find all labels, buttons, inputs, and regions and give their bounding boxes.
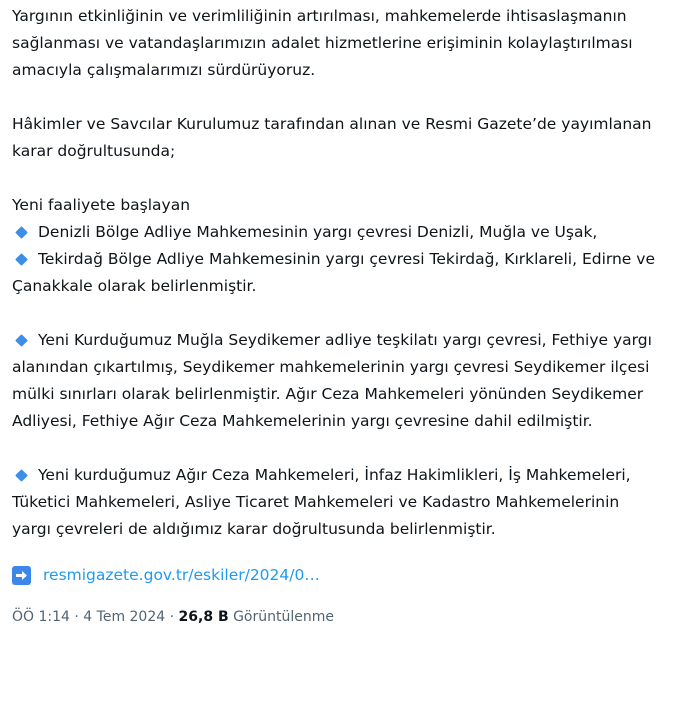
tweet-paragraph-1: Yargının etkinliğinin ve verimliliğinin artırılması, mahkemelerde ihtisaslaşmanın sağlanması ve vatandaşlarımızın adalet hizmetlerine erişiminin kolaylaştırılması amacıyla çalışmalarımızı sürdürüyoruz. xyxy=(12,7,633,79)
paragraph-gap xyxy=(12,300,662,327)
meta-separator: · xyxy=(165,609,179,625)
bullet-text-3: Yeni Kurduğumuz Muğla Seydikemer adliye teşkilatı yargı çevresi, Fethiye yargı alanından çıkartılmış, Seydikemer mahkemelerinin yargı çevresi Seydikemer ilçesi mülki sınırları olarak belirlenmiştir. Ağır Ceza Mahkemeleri yönünden Seydikemer Adliyesi, Fethiye Ağır Ceza Mahkemelerinin yargı çevresine dahil edilmiştir. xyxy=(12,331,652,430)
resmi-gazete-link[interactable]: resmigazete.gov.tr/eskiler/2024/0… xyxy=(43,566,320,584)
bullet-item-2 xyxy=(12,246,662,300)
bullet-text-4: Yeni kurduğumuz Ağır Ceza Mahkemeleri, İnfaz Hakimlikleri, İş Mahkemeleri, Tüketici Mahkemeleri, Asliye Ticaret Mahkemeleri ve Kadastro Mahkemelerinin yargı çevreleri de aldığımız karar doğrultusunda belirlenmiştir. xyxy=(12,466,631,538)
tweet-intro: Yeni faaliyete başlayan xyxy=(12,196,191,214)
paragraph-gap xyxy=(12,84,662,111)
views-label: Görüntülenme xyxy=(233,609,334,625)
blue-diamond-icon xyxy=(15,334,28,347)
bullet-item-4 xyxy=(12,462,662,543)
bullet-item-1 xyxy=(12,219,662,246)
blue-diamond-icon xyxy=(15,469,28,482)
bullet-item-3 xyxy=(12,327,662,435)
link-line xyxy=(12,562,662,589)
paragraph-gap xyxy=(12,165,662,192)
paragraph-gap xyxy=(12,435,662,462)
tweet-meta xyxy=(12,607,662,627)
tweet-body xyxy=(12,3,662,627)
views-count: 26,8 B xyxy=(178,609,229,625)
right-arrow-box-icon xyxy=(12,566,31,585)
bullet-text-2: Tekirdağ Bölge Adliye Mahkemesinin yargı çevresi Tekirdağ, Kırklareli, Edirne ve Çanakkale olarak belirlenmiştir. xyxy=(12,250,655,295)
tweet-date[interactable]: 4 Tem 2024 xyxy=(83,609,166,625)
bullet-text-1: Denizli Bölge Adliye Mahkemesinin yargı çevresi Denizli, Muğla ve Uşak, xyxy=(38,223,598,241)
meta-separator: · xyxy=(69,609,84,625)
blue-diamond-icon xyxy=(15,226,28,239)
tweet-paragraph-2: Hâkimler ve Savcılar Kurulumuz tarafından alınan ve Resmi Gazete’de yayımlanan karar doğrultusunda; xyxy=(12,115,652,160)
tweet-time[interactable]: ÖÖ 1:14 xyxy=(12,609,70,625)
blue-diamond-icon xyxy=(15,253,28,266)
